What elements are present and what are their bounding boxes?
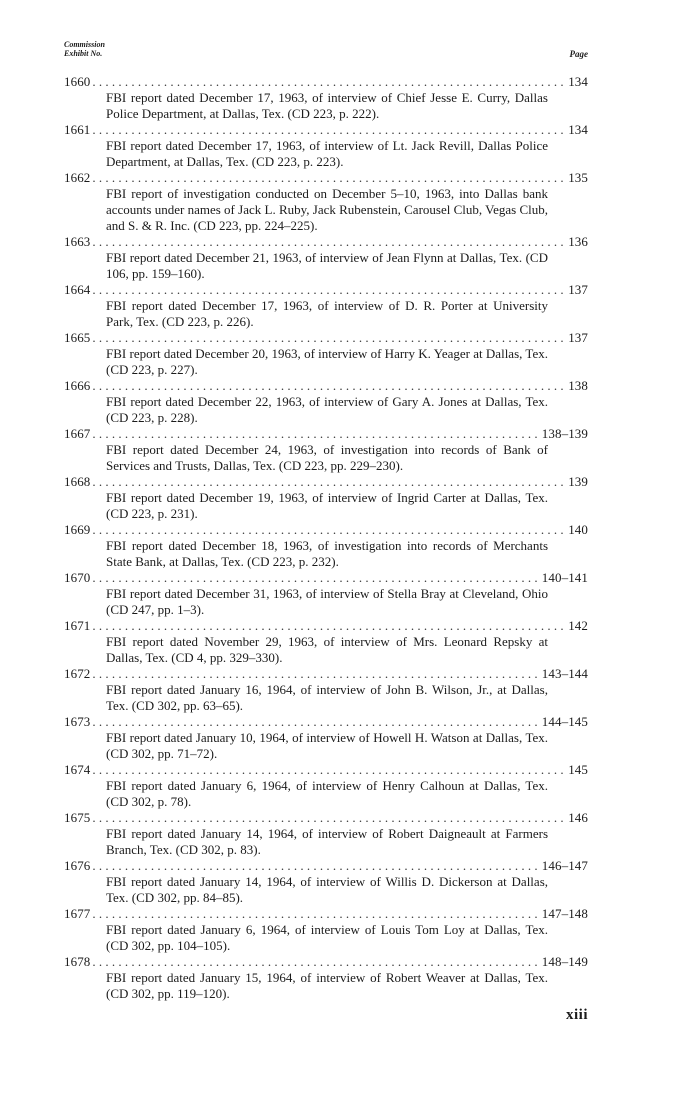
exhibit-heading-line2: Exhibit No. xyxy=(64,49,103,58)
exhibit-number: 1663 xyxy=(64,234,91,249)
exhibit-entry xyxy=(64,522,588,570)
exhibit-number: 1662 xyxy=(64,170,91,185)
exhibit-entry-header xyxy=(64,714,588,730)
exhibit-number: 1670 xyxy=(64,570,91,585)
dot-leader xyxy=(92,522,566,538)
exhibit-entry-header xyxy=(64,122,588,138)
exhibit-description: FBI report dated January 15, 1964, of interview of Robert Weaver at Dallas, Tex. (CD 302, pp. 119–120). xyxy=(106,970,548,1001)
dot-leader xyxy=(92,378,566,394)
dot-leader xyxy=(92,762,566,778)
exhibit-number: 1660 xyxy=(64,74,91,89)
exhibit-number: 1672 xyxy=(64,666,91,681)
exhibit-description: FBI report dated January 16, 1964, of interview of John B. Wilson, Jr., at Dallas, Tex. (CD 302, pp. 63–65). xyxy=(106,682,548,713)
exhibit-entry-header xyxy=(64,666,588,682)
exhibit-column-heading xyxy=(64,40,105,58)
dot-leader xyxy=(92,74,566,90)
exhibit-number: 1675 xyxy=(64,810,91,825)
exhibit-description: FBI report dated December 18, 1963, of investigation into records of Merchants State Bank, at Dallas, Tex. (CD 223, p. 232). xyxy=(106,538,548,569)
dot-leader xyxy=(92,234,566,250)
exhibit-number: 1674 xyxy=(64,762,91,777)
exhibit-description: FBI report dated January 14, 1964, of interview of Robert Daigneault at Farmers Branch, Tex. (CD 302, p. 83). xyxy=(106,826,548,857)
exhibit-entry-header xyxy=(64,74,588,90)
exhibit-entry-header xyxy=(64,170,588,186)
page-reference: 143–144 xyxy=(541,666,588,681)
dot-leader xyxy=(92,330,566,346)
page-reference: 138 xyxy=(568,378,588,393)
dot-leader xyxy=(92,426,539,442)
exhibit-entry xyxy=(64,122,588,170)
exhibit-entry-header xyxy=(64,570,588,586)
page-reference: 146 xyxy=(568,810,588,825)
exhibit-entry xyxy=(64,714,588,762)
exhibit-description: FBI report of investigation conducted on December 5–10, 1963, into Dallas bank accounts under names of Jack L. Ruby, Jack Rubenstein, Carousel Club, Vegas Club, and S. & R. Inc. (CD 223, pp. 224–225). xyxy=(106,186,548,233)
dot-leader xyxy=(92,122,566,138)
page-reference: 148–149 xyxy=(541,954,588,969)
exhibit-entry xyxy=(64,234,588,282)
page-reference: 147–148 xyxy=(541,906,588,921)
page-reference: 134 xyxy=(568,122,588,137)
exhibit-entry-header xyxy=(64,906,588,922)
exhibit-entry xyxy=(64,474,588,522)
exhibit-entry-header xyxy=(64,378,588,394)
exhibit-entry-header xyxy=(64,426,588,442)
page-reference: 137 xyxy=(568,282,588,297)
exhibit-number: 1667 xyxy=(64,426,91,441)
exhibit-entry xyxy=(64,666,588,714)
exhibit-number: 1666 xyxy=(64,378,91,393)
exhibit-description: FBI report dated December 19, 1963, of interview of Ingrid Carter at Dallas, Tex. (CD 223, p. 231). xyxy=(106,490,548,521)
dot-leader xyxy=(92,618,566,634)
exhibit-index-page xyxy=(64,40,588,1002)
exhibit-entry xyxy=(64,906,588,954)
dot-leader xyxy=(92,906,539,922)
page-reference: 142 xyxy=(568,618,588,633)
exhibit-description: FBI report dated December 20, 1963, of interview of Harry K. Yeager at Dallas, Tex. (CD 223, p. 227). xyxy=(106,346,548,377)
exhibit-entry-header xyxy=(64,330,588,346)
page-reference: 135 xyxy=(568,170,588,185)
exhibit-description: FBI report dated January 10, 1964, of interview of Howell H. Watson at Dallas, Tex. (CD 302, pp. 71–72). xyxy=(106,730,548,761)
exhibit-description: FBI report dated December 17, 1963, of interview of D. R. Porter at University Park, Tex. (CD 223, p. 226). xyxy=(106,298,548,329)
dot-leader xyxy=(92,714,539,730)
exhibit-entry xyxy=(64,858,588,906)
exhibit-entry xyxy=(64,570,588,618)
exhibit-entry xyxy=(64,426,588,474)
exhibit-entry-header xyxy=(64,522,588,538)
exhibit-description: FBI report dated December 17, 1963, of interview of Chief Jesse E. Curry, Dallas Police Department, at Dallas, Tex. (CD 223, p. 222). xyxy=(106,90,548,121)
exhibit-description: FBI report dated December 21, 1963, of interview of Jean Flynn at Dallas, Tex. (CD 106, pp. 159–160). xyxy=(106,250,548,281)
exhibit-entry xyxy=(64,282,588,330)
page-reference: 144–145 xyxy=(541,714,588,729)
column-header xyxy=(64,40,588,74)
dot-leader xyxy=(92,474,566,490)
exhibit-entry-header xyxy=(64,810,588,826)
page-reference: 134 xyxy=(568,74,588,89)
exhibit-list xyxy=(64,74,588,1002)
exhibit-number: 1668 xyxy=(64,474,91,489)
dot-leader xyxy=(92,858,539,874)
dot-leader xyxy=(92,570,539,586)
roman-page-number: xiii xyxy=(565,1007,588,1023)
exhibit-number: 1673 xyxy=(64,714,91,729)
exhibit-number: 1671 xyxy=(64,618,91,633)
exhibit-entry-header xyxy=(64,858,588,874)
exhibit-description: FBI report dated January 6, 1964, of interview of Louis Tom Loy at Dallas, Tex. (CD 302, pp. 104–105). xyxy=(106,922,548,953)
dot-leader xyxy=(92,954,539,970)
exhibit-number: 1677 xyxy=(64,906,91,921)
page-reference: 140–141 xyxy=(541,570,588,585)
page-reference: 136 xyxy=(568,234,588,249)
exhibit-entry xyxy=(64,762,588,810)
exhibit-entry xyxy=(64,330,588,378)
exhibit-description: FBI report dated December 24, 1963, of investigation into records of Bank of Services and Trusts, Dallas, Tex. (CD 223, pp. 229–230). xyxy=(106,442,548,473)
page-reference: 139 xyxy=(568,474,588,489)
exhibit-number: 1664 xyxy=(64,282,91,297)
exhibit-entry xyxy=(64,618,588,666)
exhibit-number: 1669 xyxy=(64,522,91,537)
exhibit-number: 1665 xyxy=(64,330,91,345)
exhibit-entry-header xyxy=(64,618,588,634)
page-reference: 138–139 xyxy=(541,426,588,441)
page-reference: 140 xyxy=(568,522,588,537)
page-reference: 137 xyxy=(568,330,588,345)
dot-leader xyxy=(92,170,566,186)
exhibit-entry xyxy=(64,378,588,426)
dot-leader xyxy=(92,282,566,298)
page-reference: 146–147 xyxy=(541,858,588,873)
dot-leader xyxy=(92,666,539,682)
exhibit-entry-header xyxy=(64,954,588,970)
exhibit-description: FBI report dated November 29, 1963, of interview of Mrs. Leonard Repsky at Dallas, Tex. (CD 4, pp. 329–330). xyxy=(106,634,548,665)
exhibit-entry xyxy=(64,810,588,858)
page-reference: 145 xyxy=(568,762,588,777)
exhibit-description: FBI report dated December 31, 1963, of interview of Stella Bray at Cleveland, Ohio (CD 247, pp. 1–3). xyxy=(106,586,548,617)
exhibit-number: 1676 xyxy=(64,858,91,873)
exhibit-entry xyxy=(64,170,588,234)
exhibit-entry xyxy=(64,954,588,1002)
exhibit-heading-line1: Commission xyxy=(64,40,105,49)
exhibit-number: 1678 xyxy=(64,954,91,969)
exhibit-entry-header xyxy=(64,762,588,778)
dot-leader xyxy=(92,810,566,826)
page-column-heading: Page xyxy=(569,49,588,59)
exhibit-description: FBI report dated December 22, 1963, of interview of Gary A. Jones at Dallas, Tex. (CD 223, p. 228). xyxy=(106,394,548,425)
exhibit-description: FBI report dated December 17, 1963, of interview of Lt. Jack Revill, Dallas Police Department, at Dallas, Tex. (CD 223, p. 223). xyxy=(106,138,548,169)
exhibit-entry-header xyxy=(64,282,588,298)
exhibit-number: 1661 xyxy=(64,122,91,137)
exhibit-entry-header xyxy=(64,234,588,250)
exhibit-entry xyxy=(64,74,588,122)
exhibit-entry-header xyxy=(64,474,588,490)
exhibit-description: FBI report dated January 14, 1964, of interview of Willis D. Dickerson at Dallas, Tex. (CD 302, pp. 84–85). xyxy=(106,874,548,905)
exhibit-description: FBI report dated January 6, 1964, of interview of Henry Calhoun at Dallas, Tex. (CD 302, p. 78). xyxy=(106,778,548,809)
